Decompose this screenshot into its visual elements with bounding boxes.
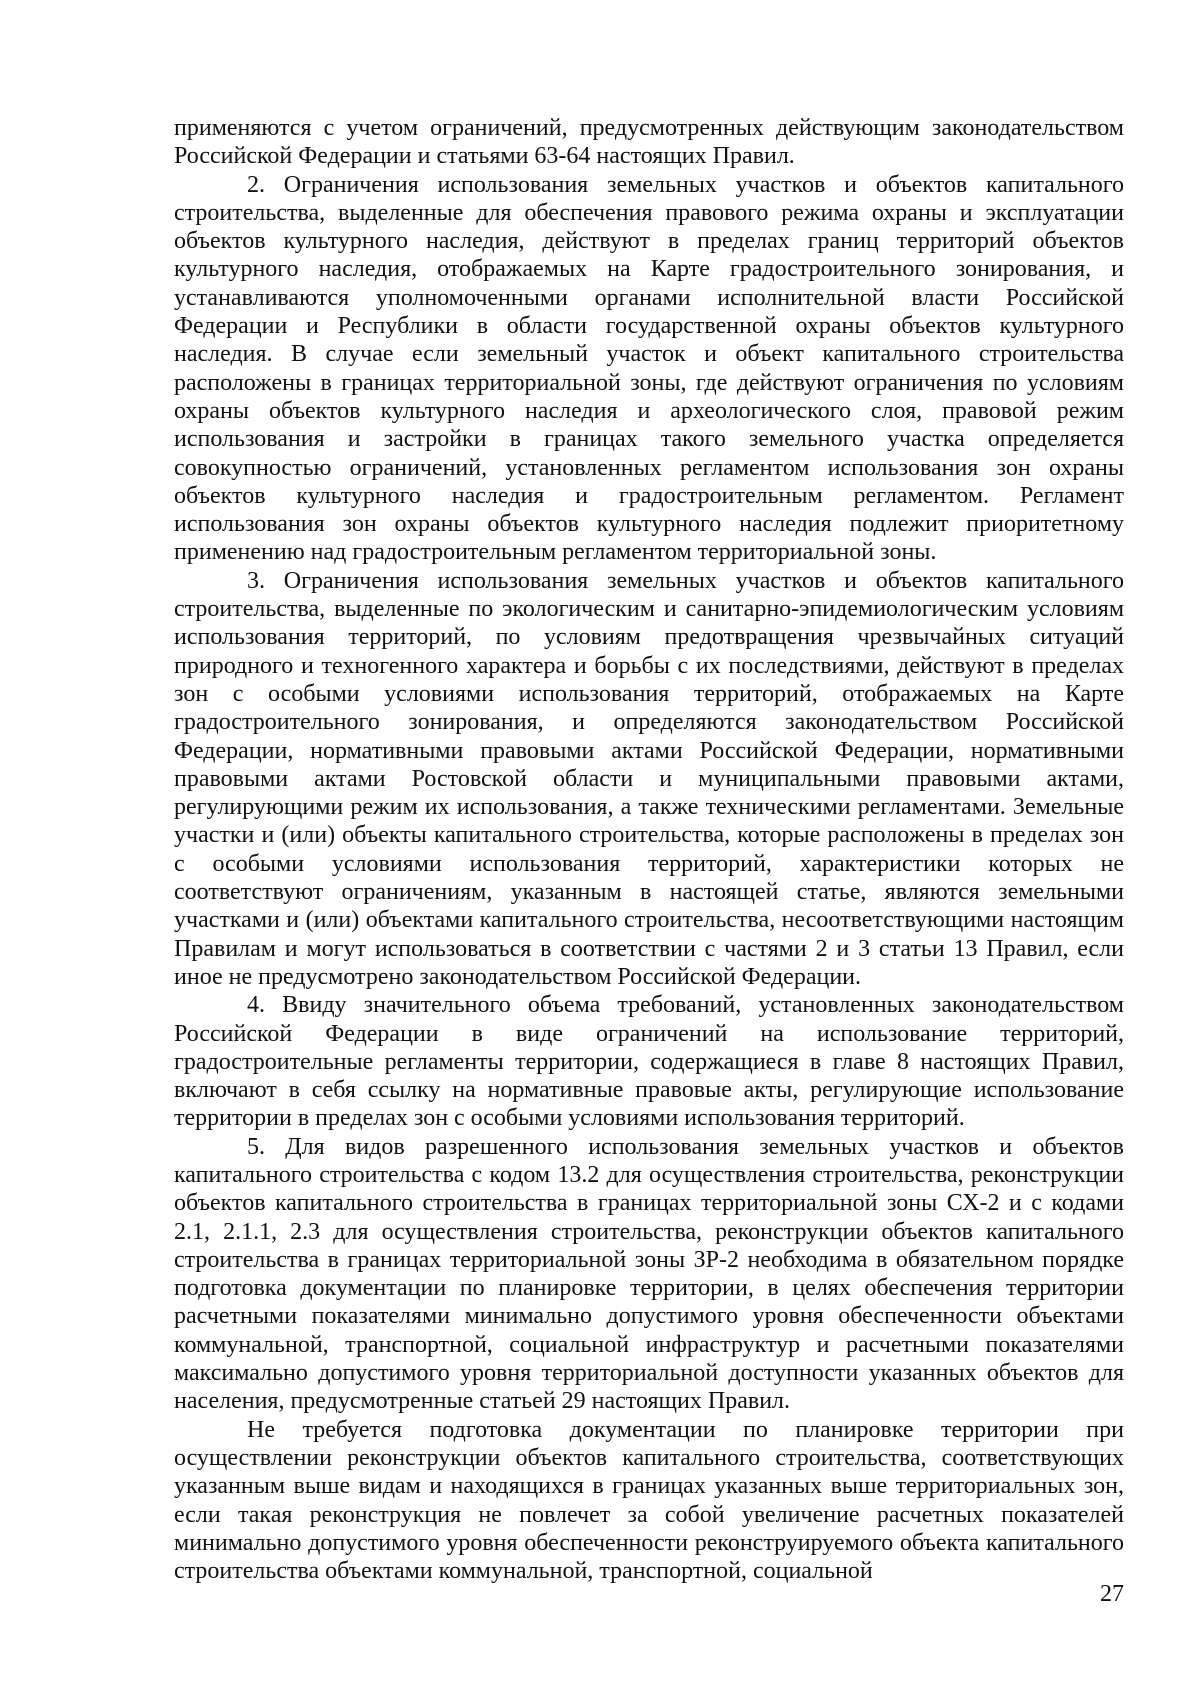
paragraph-item-5: 5. Для видов разрешенного использования земельных участков и объектов капитального строительства с кодом 13.2 для осуществления строительства, реконструкции объектов капитального строительства в границах территориальной зоны СХ-2 и с кодами 2.1, 2.1.1, 2.3 для осуществления строительства, реконструкции объектов капитального строительства в границах территориальной зоны ЗР-2 необходима в обязательном порядке подготовка документации по планировке территории, в целях обеспечения территории расчетными показателями минимально допустимого уровня обеспеченности объектами коммунальной, транспортной, социальной инфраструктур и расчетными показателями максимально допустимого уровня территориальной доступности указанных объектов для населения, предусмотренные статьей 29 настоящих Правил.	[174, 1133, 1124, 1415]
page-number: 27	[1100, 1581, 1124, 1607]
paragraph-item-3: 3. Ограничения использования земельных участков и объектов капитального строительства, выделенные по экологическим и санитарно-эпидемиологическим условиям использования территорий, по условиям предотвращения чрезвычайных ситуаций природного и техногенного характера и борьбы с их последствиями, действуют в пределах зон с особыми условиями использования территорий, отображаемых на Карте градостроительного зонирования, и определяются законодательством Российской Федерации, нормативными правовыми актами Российской Федерации, нормативными правовыми актами Ростовской области и муниципальными правовыми актами, регулирующими режим их использования, а также техническими регламентами. Земельные участки и (или) объекты капитального строительства, которые расположены в пределах зон с особыми условиями использования территорий, характеристики которых не соответствуют ограничениям, указанным в настоящей статье, являются земельными участками и (или) объектами капитального строительства, несоответствующими настоящим Правилам и могут использоваться в соответствии с частями 2 и 3 статьи 13 Правил, если иное не предусмотрено законодательством Российской Федерации.	[174, 567, 1124, 990]
paragraph-continuation: применяются с учетом ограничений, предусмотренных действующим законодательством Российской Федерации и статьями 63-64 настоящих Правил.	[174, 115, 1124, 170]
body-text	[174, 114, 1124, 1585]
paragraph-item-4: 4. Ввиду значительного объема требований, установленных законодательством Российской Федерации в виде ограничений на использование территорий, градостроительные регламенты территории, содержащиеся в главе 8 настоящих Правил, включают в себя ссылку на нормативные правовые акты, регулирующие использование территории в пределах зон с особыми условиями использования территорий.	[174, 992, 1124, 1132]
paragraph-item-2: 2. Ограничения использования земельных участков и объектов капитального строительства, выделенные для обеспечения правового режима охраны и эксплуатации объектов культурного наследия, действуют в пределах границ территорий объектов культурного наследия, отображаемых на Карте градостроительного зонирования, и устанавливаются уполномоченными органами исполнительной власти Российской Федерации и Республики в области государственной охраны объектов культурного наследия. В случае если земельный участок и объект капитального строительства расположены в границах территориальной зоны, где действуют ограничения по условиям охраны объектов культурного наследия и археологического слоя, правовой режим использования и застройки в границах такого земельного участка определяется совокупностью ограничений, установленных регламентом использования зон охраны объектов культурного наследия и градостроительным регламентом. Регламент использования зон охраны объектов культурного наследия подлежит приоритетному применению над градостроительным регламентом территориальной зоны.	[174, 171, 1124, 566]
paragraph-exception: Не требуется подготовка документации по планировке территории при осуществлении реконструкции объектов капитального строительства, соответствующих указанным выше видам и находящихся в границах указанных выше территориальных зон, если такая реконструкция не повлечет за собой увеличение расчетных показателей минимально допустимого уровня обеспеченности реконструируемого объекта капитального строительства объектами коммунальной, транспортной, социальной	[174, 1416, 1124, 1585]
